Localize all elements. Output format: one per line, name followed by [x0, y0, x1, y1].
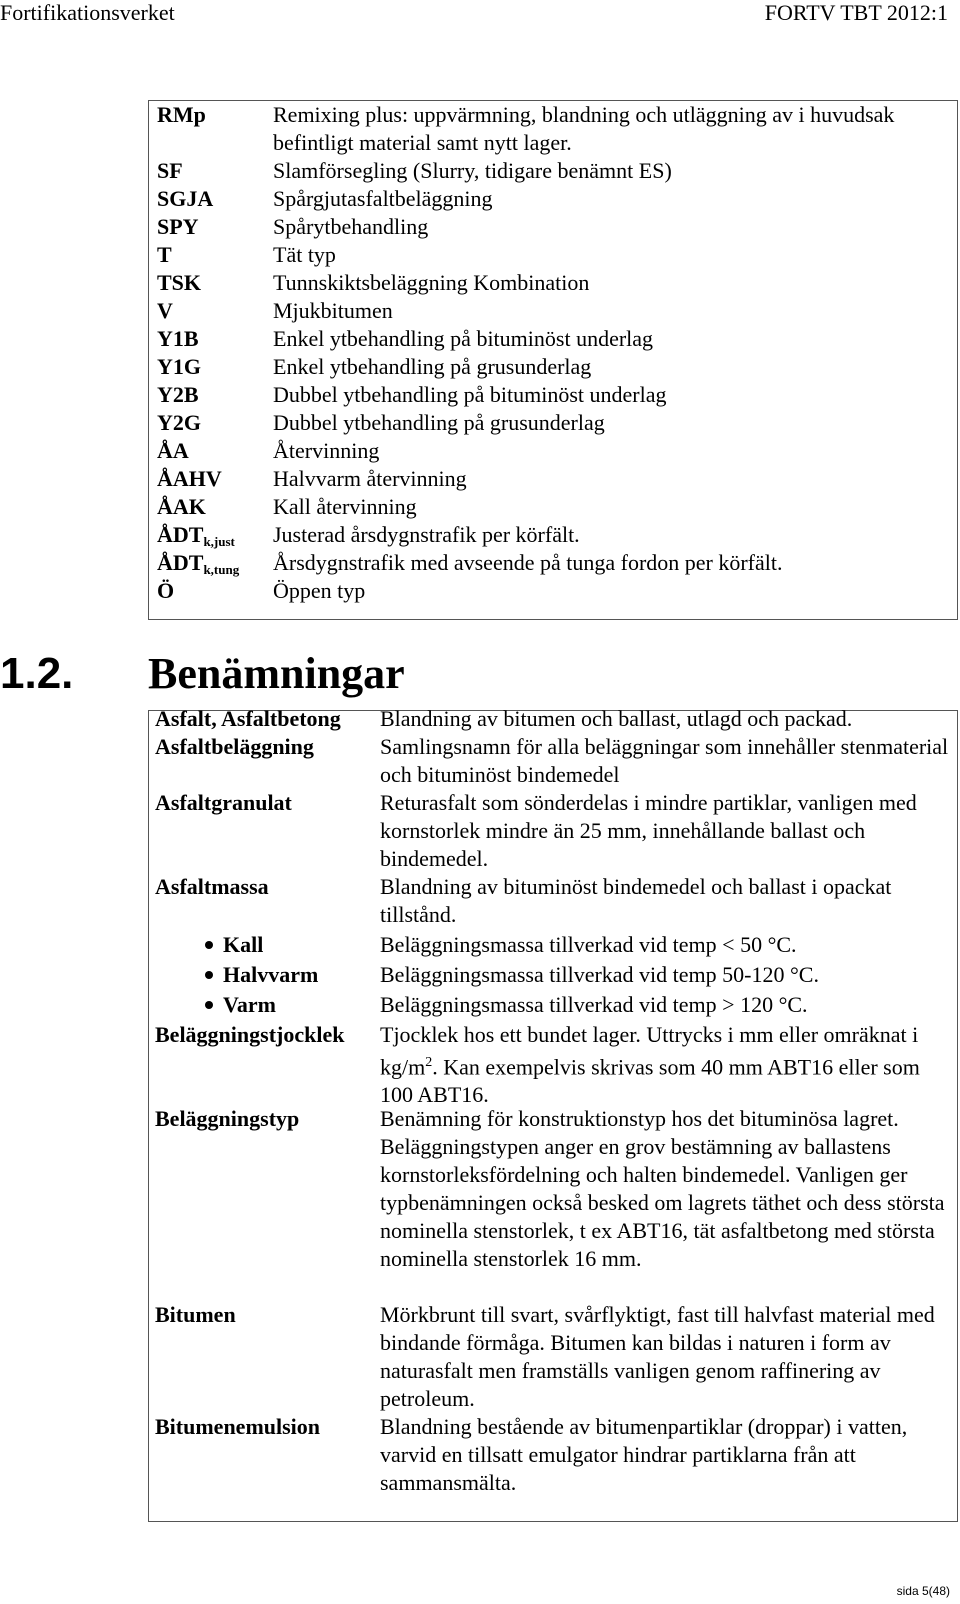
term-definition: Benämning för konstruktionstyp hos det bituminösa lagret. Beläggningstypen anger en grov bestämning av ballastens kornstorleksfördelning och halten bindemedel. Vanligen ger typbenämningen också besked om lagrets täthet och dess största nominella stenstorlek, t ex ABT16, tät asfaltbetong med största nominella stenstorlek 16 mm.	[380, 1106, 945, 1271]
abbr-key: ÅA	[157, 438, 189, 463]
bullet-icon	[205, 941, 213, 949]
abbr-row	[149, 409, 957, 437]
term-name: Kall	[223, 932, 264, 957]
abbr-key: ÅAK	[157, 494, 206, 519]
abbr-row	[149, 269, 957, 297]
header-organization: Fortifikationsverket	[0, 0, 175, 25]
abbr-key: ÅAHV	[157, 466, 222, 491]
abbr-row	[149, 577, 957, 605]
abbr-value: Enkel ytbehandling på grusunderlag	[273, 354, 592, 379]
abbr-value: Enkel ytbehandling på bituminöst underlag	[273, 326, 654, 351]
abbr-row	[149, 437, 957, 465]
abbr-key: TSK	[157, 270, 202, 295]
terms-table	[148, 706, 958, 1522]
abbr-value: Öppen typ	[273, 578, 366, 603]
abbreviations-table	[148, 100, 958, 620]
abbr-value: Halvvarm återvinning	[273, 466, 467, 491]
abbr-key: V	[157, 298, 173, 323]
term-definition: Returasfalt som sönderdelas i mindre partiklar, vanligen med kornstorlek mindre än 25 mm, innehållande ballast och bindemedel.	[380, 790, 917, 871]
term-definition: Samlingsnamn för alla beläggningar som innehåller stenmaterial och bituminöst bindemedel	[380, 734, 949, 787]
abbr-row	[149, 297, 957, 325]
abbr-value: Mjukbitumen	[273, 298, 393, 323]
term-definition: Mörkbrunt till svart, svårflyktigt, fast till halvfast material med bindande förmåga. Bitumen kan bildas i naturen i form av naturasfalt men framställs vanligen genom raffinering av petroleum.	[380, 1302, 935, 1411]
term-definition: Blandning av bitumen och ballast, utlagd och packad.	[380, 706, 853, 731]
term-name: Varm	[223, 992, 276, 1017]
abbr-value: Remixing plus: uppvärmning, blandning och utläggning av i huvudsak befintligt material samt nytt lager.	[273, 102, 895, 155]
abbr-key: Y1G	[157, 354, 201, 379]
abbr-key: RMp	[157, 102, 206, 127]
term-definition-superscript: 2	[425, 1055, 433, 1070]
term-name: Beläggningstyp	[155, 1106, 300, 1131]
term-name: Asfaltgranulat	[155, 790, 292, 815]
term-name: Bitumen	[155, 1302, 236, 1327]
abbr-value: Spårgjutasfaltbeläggning	[273, 186, 493, 211]
abbr-key: Y2B	[157, 382, 199, 407]
term-definition	[380, 1021, 949, 1109]
abbr-key-subscript: k,tung	[203, 562, 240, 577]
term-definition: Beläggningsmassa tillverkad vid temp > 120 °C.	[380, 992, 808, 1017]
term-name: Bitumenemulsion	[155, 1414, 321, 1439]
term-definition: Blandning av bituminöst bindemedel och ballast i opackat tillstånd.	[380, 874, 892, 927]
abbr-row	[149, 549, 957, 577]
abbr-key: Ö	[157, 578, 175, 603]
abbr-row	[149, 353, 957, 381]
abbr-row	[149, 157, 957, 185]
abbr-value: Slamförsegling (Slurry, tidigare benämnt ES)	[273, 158, 672, 183]
abbr-row	[149, 381, 957, 409]
abbr-key-subscript: k,just	[203, 534, 235, 549]
abbr-value: Återvinning	[273, 438, 380, 463]
abbr-value: Dubbel ytbehandling på grusunderlag	[273, 410, 605, 435]
term-definition-part: . Kan exempelvis skrivas som 40 mm ABT16 eller som 100 ABT16.	[380, 1054, 920, 1108]
abbr-row	[149, 521, 957, 549]
abbr-key-main: ÅDT	[157, 550, 204, 575]
term-definition: Beläggningsmassa tillverkad vid temp < 50 °C.	[380, 932, 797, 957]
abbr-row	[149, 185, 957, 213]
term-name: Asfaltmassa	[155, 874, 269, 899]
header-document-id: FORTV TBT 2012:1	[764, 0, 948, 25]
abbr-key: SPY	[157, 214, 199, 239]
term-bullet-item	[205, 931, 263, 959]
abbr-value: Årsdygnstrafik med avseende på tunga fordon per körfält.	[273, 550, 783, 575]
abbr-value: Dubbel ytbehandling på bituminöst underlag	[273, 382, 667, 407]
abbr-value: Justerad årsdygnstrafik per körfält.	[273, 522, 580, 547]
term-definition-part: Tjocklek hos ett bundet lager. Uttrycks i mm eller omräknat i kg/m	[380, 1022, 919, 1080]
abbr-row	[149, 465, 957, 493]
abbr-value: Spårytbehandling	[273, 214, 429, 239]
abbr-key: SF	[157, 158, 183, 183]
abbr-row	[149, 241, 957, 269]
bullet-icon	[205, 971, 213, 979]
term-name: Asfalt, Asfaltbetong	[155, 706, 341, 731]
abbr-row	[149, 101, 957, 157]
abbr-value: Kall återvinning	[273, 494, 417, 519]
abbr-key: Y2G	[157, 410, 201, 435]
term-name: Beläggningstjocklek	[155, 1022, 345, 1047]
section-number: 1.2.	[0, 649, 74, 698]
bullet-icon	[205, 1001, 213, 1009]
abbr-row	[149, 325, 957, 353]
abbr-key: T	[157, 242, 172, 267]
term-name: Halvvarm	[223, 962, 319, 987]
abbr-value: Tät typ	[273, 242, 336, 267]
section-title: Benämningar	[148, 649, 405, 698]
term-name: Asfaltbeläggning	[155, 734, 314, 759]
term-bullet-item	[205, 961, 318, 989]
abbr-row	[149, 213, 957, 241]
term-definition: Blandning bestående av bitumenpartiklar (droppar) i vatten, varvid en tillsatt emulgator hindrar partiklarna från att sammansmälta.	[380, 1414, 908, 1495]
page-number: sida 5(48)	[896, 1584, 950, 1598]
abbr-key: SGJA	[157, 186, 214, 211]
abbr-row	[149, 493, 957, 521]
abbr-key-main: ÅDT	[157, 522, 204, 547]
term-definition: Beläggningsmassa tillverkad vid temp 50-120 °C.	[380, 962, 819, 987]
abbr-key: Y1B	[157, 326, 199, 351]
term-bullet-item	[205, 991, 276, 1019]
abbr-value: Tunnskiktsbeläggning Kombination	[273, 270, 590, 295]
